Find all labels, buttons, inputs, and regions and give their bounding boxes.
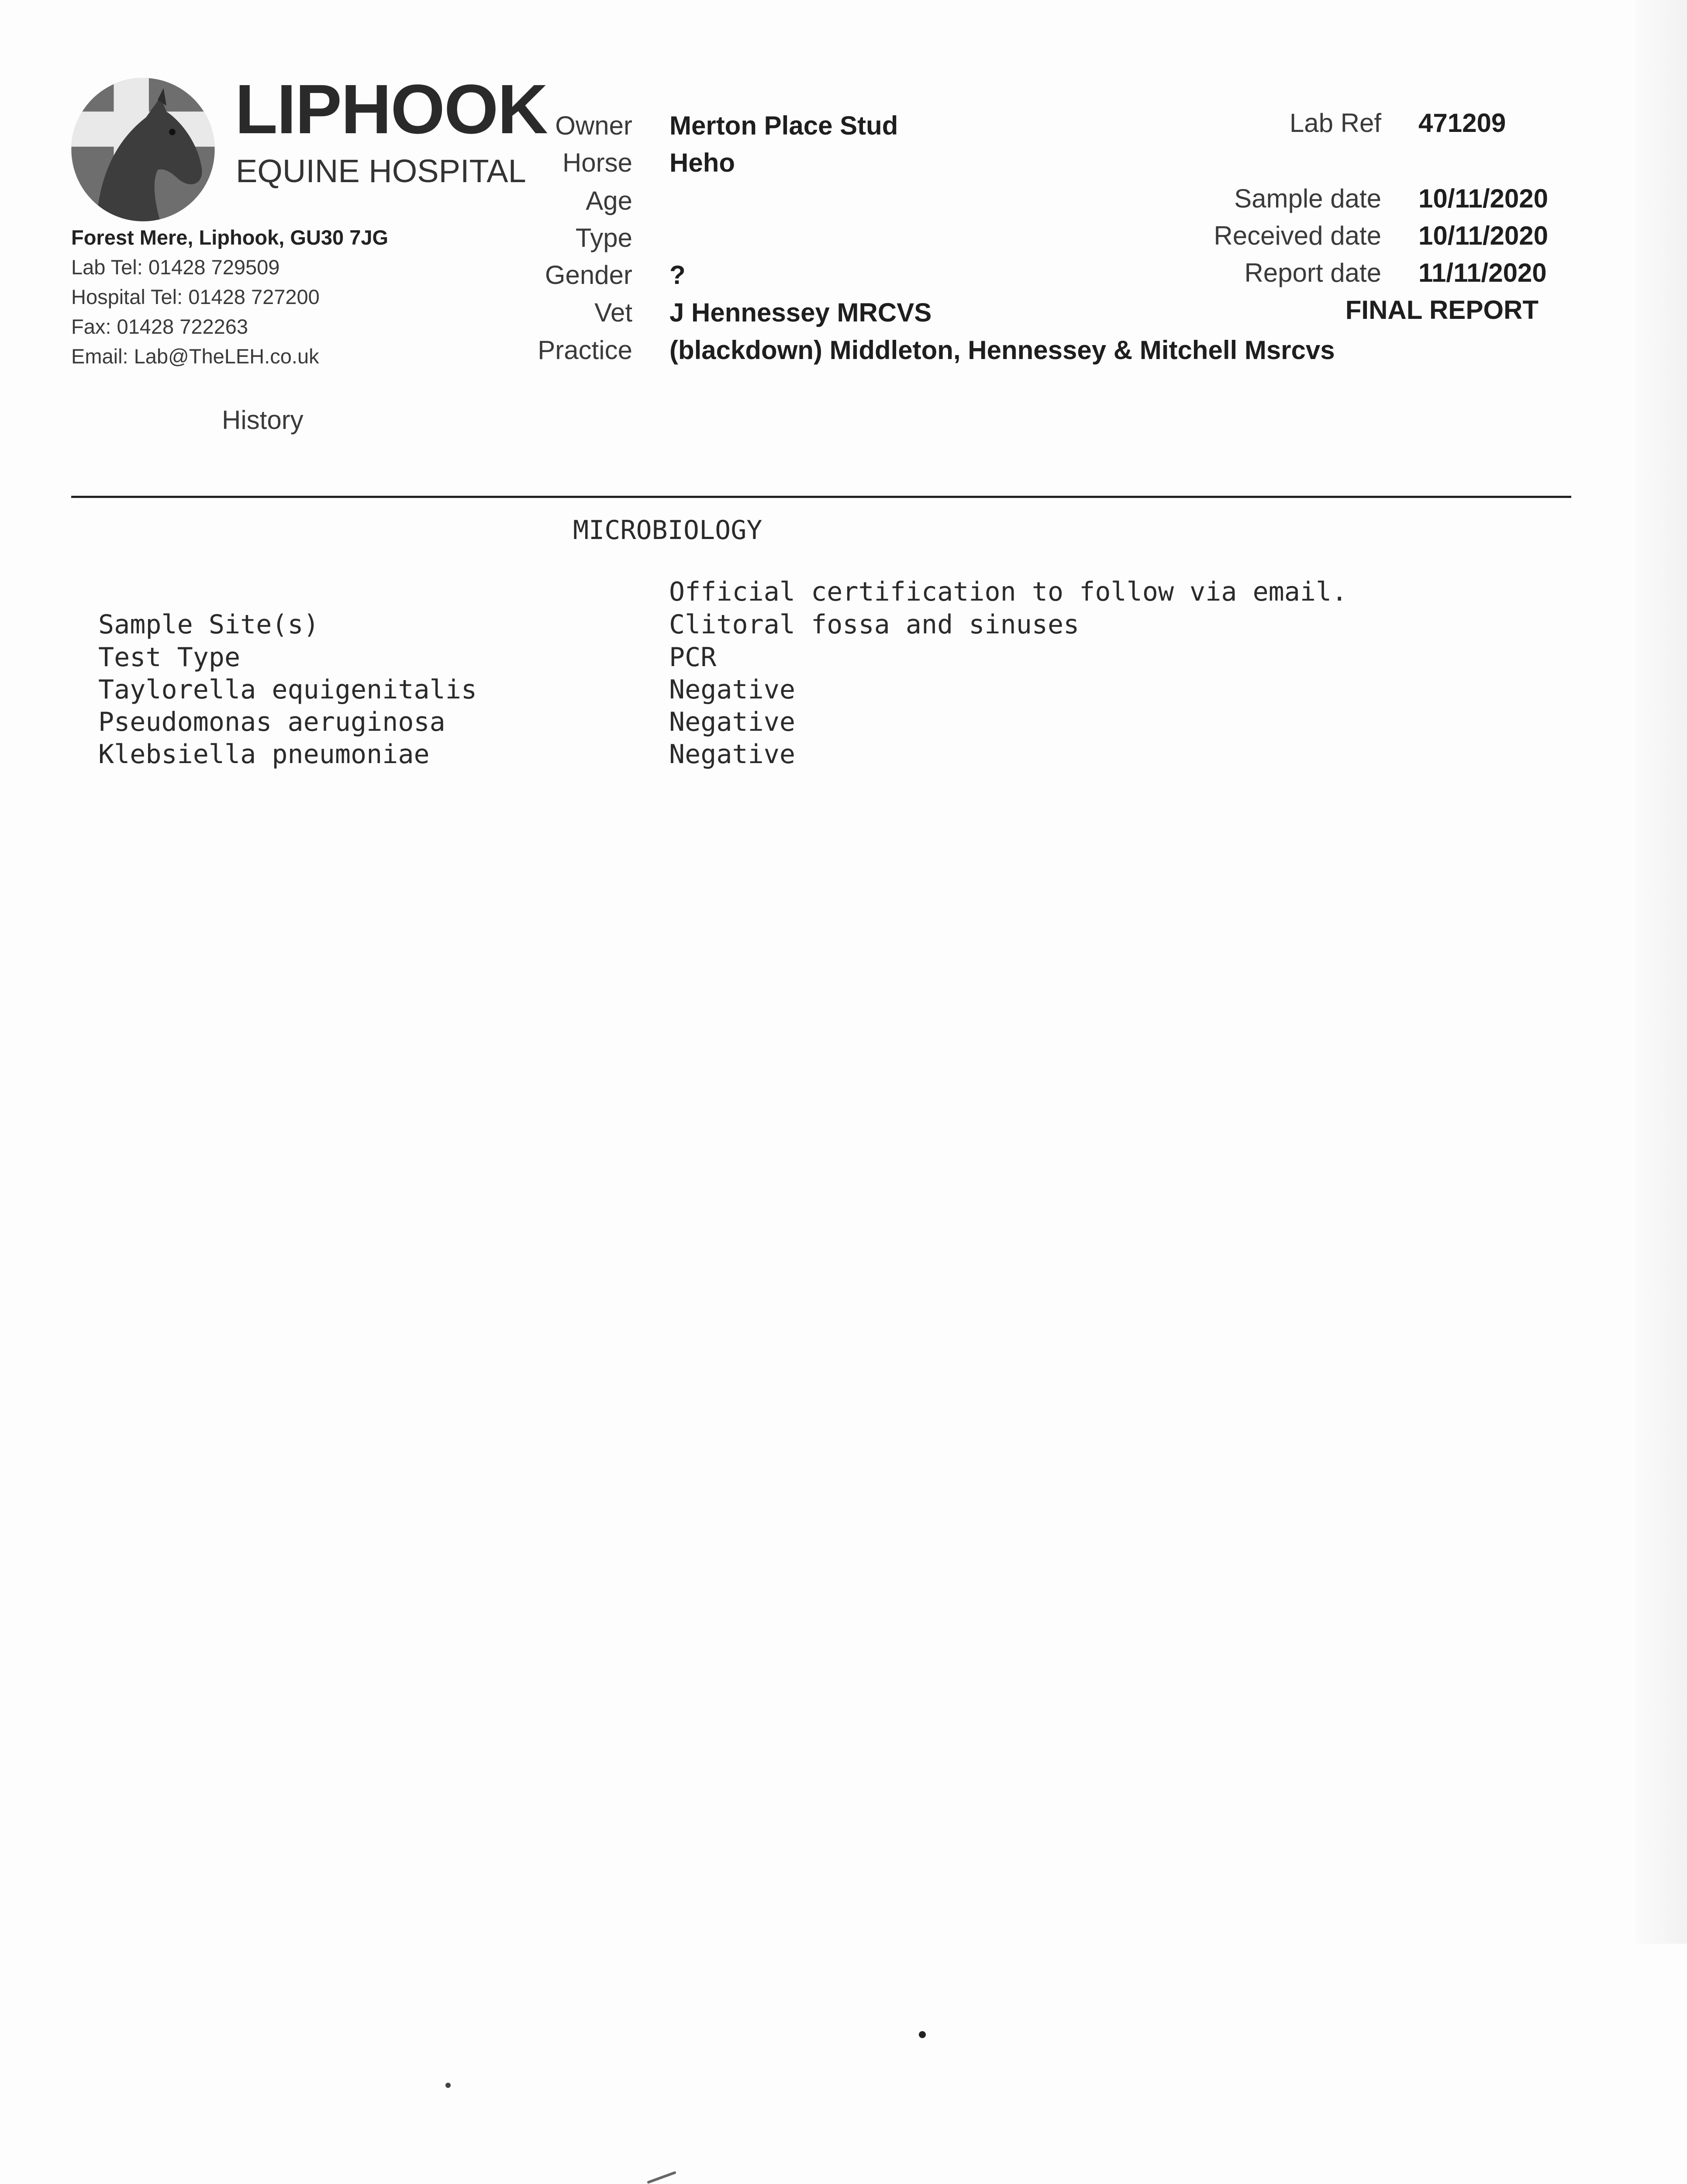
- age-label: Age: [586, 186, 632, 215]
- result-label: Klebsiella pneumoniae: [98, 739, 430, 770]
- result-value: Clitoral fossa and sinuses: [669, 609, 1080, 640]
- history-label: History: [222, 405, 304, 435]
- scan-speck: [647, 2171, 676, 2184]
- scan-speck: [919, 2031, 926, 2038]
- horse-value: Heho: [669, 148, 735, 177]
- lab-ref-value: 471209: [1418, 108, 1506, 138]
- sample-date-value: 10/11/2020: [1418, 184, 1548, 213]
- certification-note: Official certification to follow via email.: [669, 577, 1348, 607]
- type-label: Type: [575, 223, 632, 252]
- owner-label: Owner: [555, 111, 632, 140]
- section-title: MICROBIOLOGY: [573, 515, 762, 546]
- fax-number: Fax: 01428 722263: [71, 315, 248, 338]
- received-date-value: 10/11/2020: [1418, 221, 1548, 250]
- hospital-name: LIPHOOK: [235, 70, 547, 148]
- result-value: Negative: [669, 707, 795, 737]
- lab-ref-label: Lab Ref: [1289, 108, 1381, 138]
- report-status: FINAL REPORT: [1345, 295, 1539, 325]
- result-value: Negative: [669, 739, 795, 770]
- sample-date-label: Sample date: [1234, 184, 1381, 213]
- report-date-value: 11/11/2020: [1418, 258, 1547, 287]
- practice-value: (blackdown) Middleton, Hennessey & Mitchell Msrcvs: [669, 335, 1335, 365]
- result-value: PCR: [669, 642, 717, 673]
- lab-telephone: Lab Tel: 01428 729509: [71, 256, 280, 279]
- hospital-telephone: Hospital Tel: 01428 727200: [71, 285, 320, 308]
- scanner-edge-shadow: [1635, 0, 1687, 1944]
- email-address: Email: Lab@TheLEH.co.uk: [71, 345, 319, 368]
- scan-speck: [445, 2083, 451, 2088]
- result-label: Sample Site(s): [98, 609, 319, 640]
- vet-label: Vet: [594, 298, 632, 327]
- horse-label: Horse: [562, 148, 632, 177]
- header-divider: [71, 496, 1571, 498]
- result-label: Test Type: [98, 642, 241, 673]
- result-value: Negative: [669, 674, 795, 705]
- gender-value: ?: [669, 260, 686, 290]
- received-date-label: Received date: [1214, 221, 1381, 250]
- hospital-address: Forest Mere, Liphook, GU30 7JG: [71, 226, 389, 249]
- hospital-subtitle: EQUINE HOSPITAL: [236, 153, 526, 189]
- report-date-label: Report date: [1244, 258, 1381, 287]
- horse-head-cross-logo: [70, 76, 216, 223]
- result-label: Pseudomonas aeruginosa: [98, 707, 445, 737]
- practice-label: Practice: [538, 335, 632, 365]
- vet-value: J Hennessey MRCVS: [669, 298, 932, 327]
- owner-value: Merton Place Stud: [669, 111, 898, 140]
- gender-label: Gender: [545, 260, 632, 290]
- result-label: Taylorella equigenitalis: [98, 674, 477, 705]
